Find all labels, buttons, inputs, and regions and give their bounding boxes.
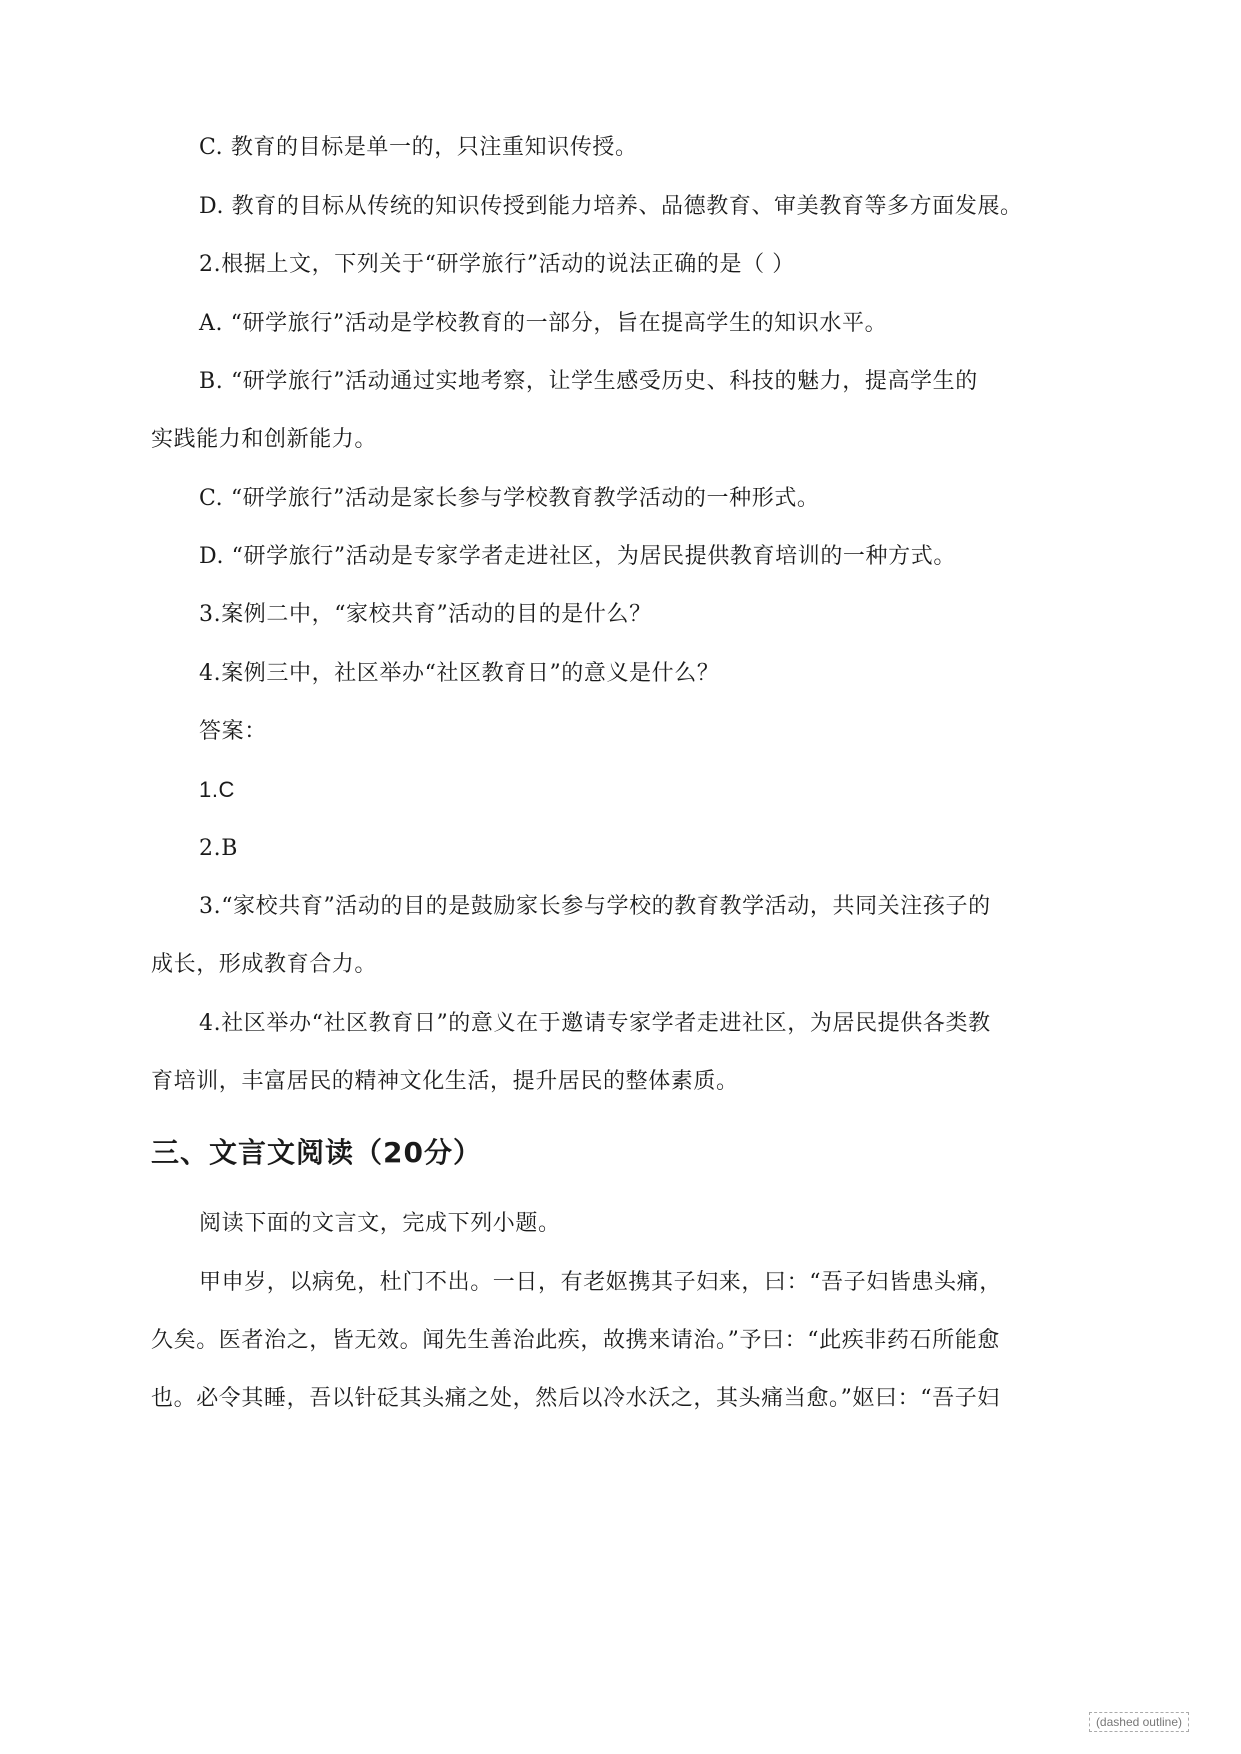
answer-3-line1: 3.“家校共育”活动的目的是鼓励家长参与学校的教育教学活动，共同关注孩子的 [199,894,991,919]
passage-line-2: 久矣。医者治之，皆无效。闻先生善治此疾，故携来请治。”予曰：“此疾非药石所能愈 [151,1328,1000,1353]
answer-1: 1.C [199,777,236,802]
answer-4-line1: 4.社区举办“社区教育日”的意义在于邀请专家学者走进社区，为居民提供各类教 [199,1011,991,1036]
q1-option-c: C. 教育的目标是单一的，只注重知识传授。 [199,135,638,160]
q1-option-d: D. 教育的目标从传统的知识传授到能力培养、品德教育、审美教育等多方面发展。 [199,194,1023,219]
answer-4-line2: 育培训，丰富居民的精神文化生活，提升居民的整体素质。 [151,1069,739,1094]
q2-option-b-line2: 实践能力和创新能力。 [151,427,378,452]
q2-option-d: D. “研学旅行”活动是专家学者走进社区，为居民提供教育培训的一种方式。 [199,544,956,569]
q2-option-b-line1: B. “研学旅行”活动通过实地考察，让学生感受历史、科技的魅力，提高学生的 [199,369,978,394]
q4-stem: 4.案例三中，社区举办“社区教育日”的意义是什么？ [199,661,720,686]
q3-stem: 3.案例二中，“家校共育”活动的目的是什么？ [199,602,652,627]
q2-stem: 2.根据上文，下列关于“研学旅行”活动的说法正确的是（ ） [199,252,795,277]
q2-option-c: C. “研学旅行”活动是家长参与学校教育教学活动的一种形式。 [199,486,820,511]
section-3-instruction: 阅读下面的文言文，完成下列小题。 [199,1211,561,1236]
answer-3-line2: 成长，形成教育合力。 [151,952,378,977]
q2-option-a: A. “研学旅行”活动是学校教育的一部分，旨在提高学生的知识水平。 [199,311,888,336]
passage-line-1: 甲申岁，以病免，杜门不出。一日，有老妪携其子妇来，曰：“吾子妇皆患头痛， [199,1270,1002,1295]
answer-2: 2.B [199,836,238,861]
section-3-heading: 三、文言文阅读（20分） [151,1136,482,1169]
passage-line-3: 也。必令其睡，吾以针砭其头痛之处，然后以冷水沃之，其头痛当愈。”妪曰：“吾子妇 [151,1386,1000,1411]
page-note: (dashed outline) [1089,1712,1189,1732]
answers-label: 答案： [199,719,267,744]
